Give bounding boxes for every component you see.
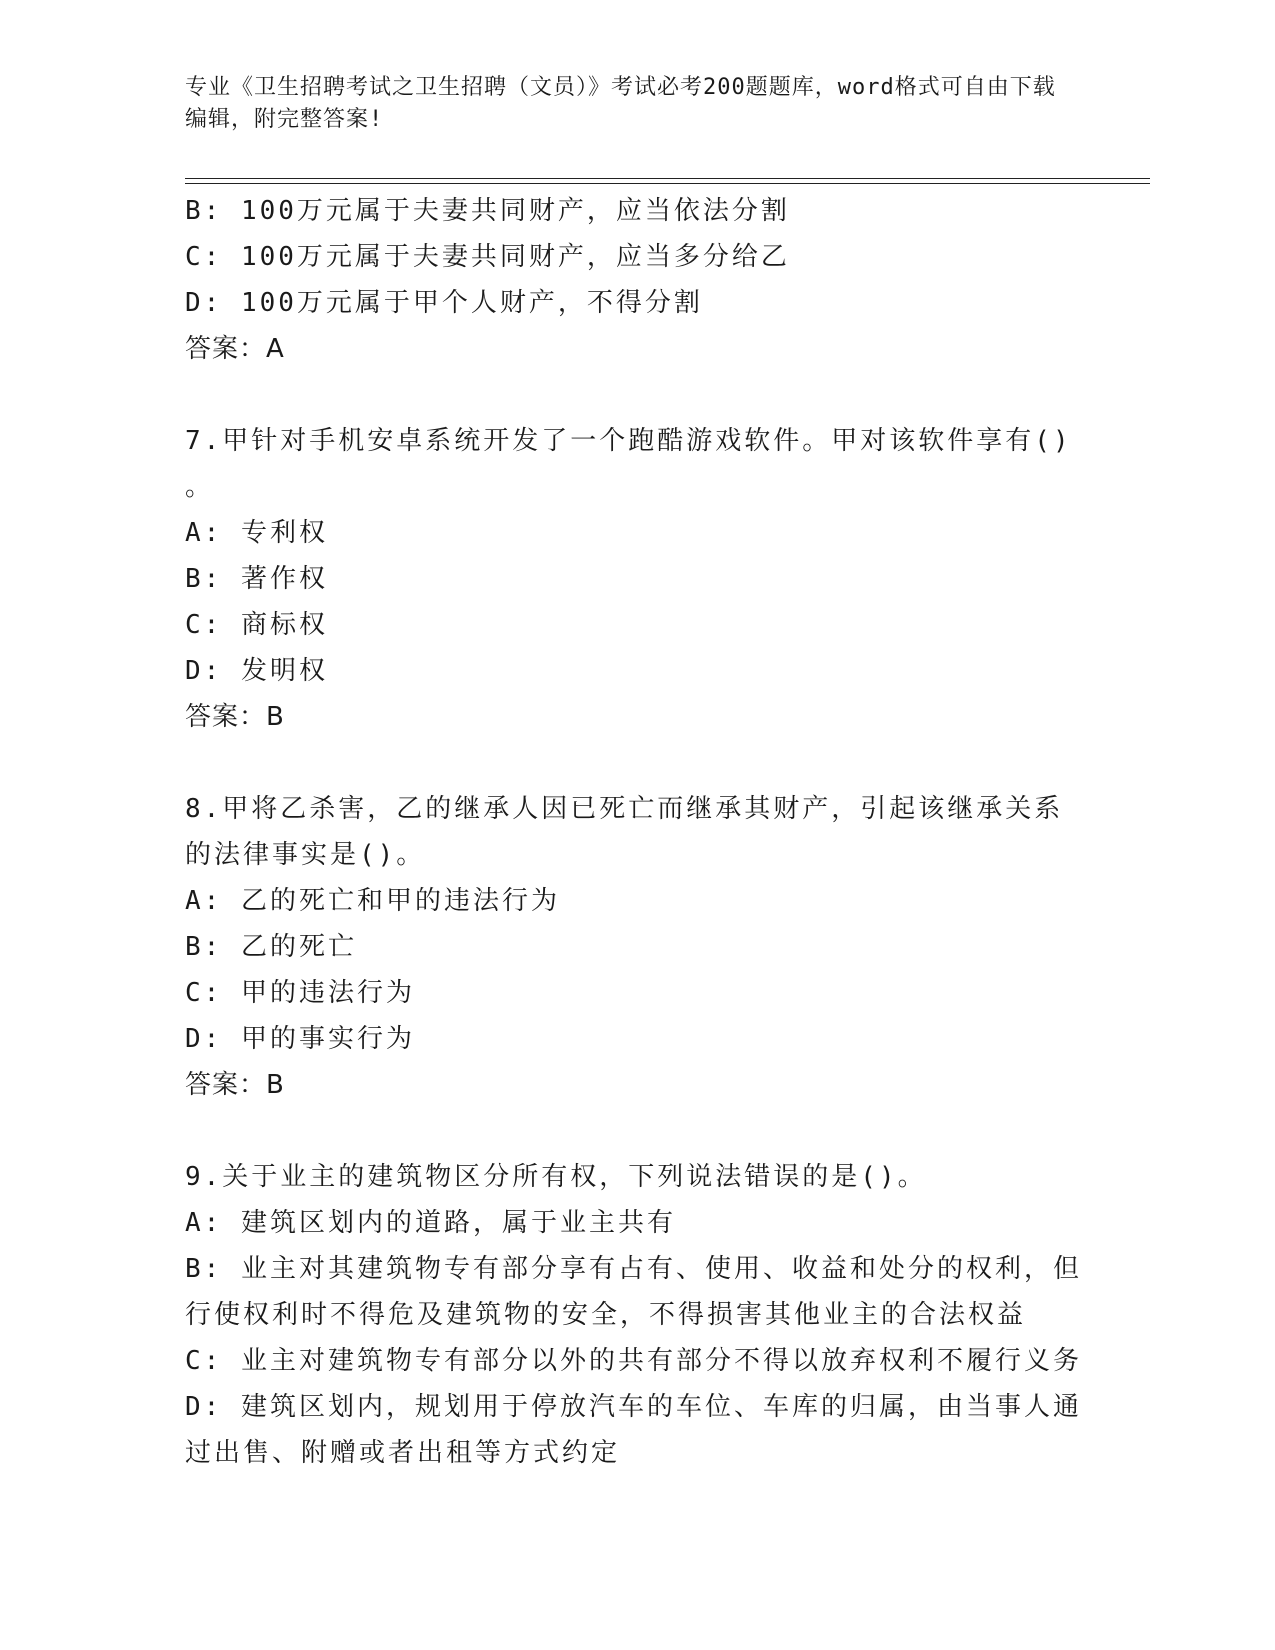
option-b: B: 业主对其建筑物专有部分享有占有、使用、收益和处分的权利，但 <box>185 1254 1082 1284</box>
question-text: 7.甲针对手机安卓系统开发了一个跑酷游戏软件。甲对该软件享有() <box>185 426 1072 456</box>
answer: 答案：B <box>185 1070 285 1100</box>
option-a: A: 乙的死亡和甲的违法行为 <box>185 886 560 916</box>
header-rule-top <box>185 178 1150 179</box>
question-text: 的法律事实是()。 <box>185 840 426 870</box>
option-c: C: 100万元属于夫妻共同财产，应当多分给乙 <box>185 242 790 272</box>
header-rule-bottom <box>185 183 1150 184</box>
option-d: D: 建筑区划内，规划用于停放汽车的车位、车库的归属，由当事人通 <box>185 1392 1082 1422</box>
question-text: 9.关于业主的建筑物区分所有权，下列说法错误的是()。 <box>185 1162 927 1192</box>
option-d: D: 发明权 <box>185 656 328 686</box>
answer: 答案：B <box>185 702 285 732</box>
document-header: 专业《卫生招聘考试之卫生招聘（文员）》考试必考200题题库，word格式可自由下载编辑，附完整答案! <box>185 75 1056 132</box>
option-d: D: 甲的事实行为 <box>185 1024 415 1054</box>
question-6-continued <box>185 188 1085 372</box>
question-text: 8.甲将乙杀害，乙的继承人因已死亡而继承其财产，引起该继承关系 <box>185 794 1064 824</box>
question-9 <box>185 1154 1085 1476</box>
question-text: 。 <box>185 472 215 502</box>
option-b-continued: 行使权利时不得危及建筑物的安全，不得损害其他业主的合法权益 <box>185 1300 1027 1330</box>
option-b: B: 100万元属于夫妻共同财产，应当依法分割 <box>185 196 790 226</box>
option-c: C: 甲的违法行为 <box>185 978 415 1008</box>
document-body <box>185 188 1085 1476</box>
option-d: D: 100万元属于甲个人财产，不得分割 <box>185 288 703 318</box>
option-b: B: 著作权 <box>185 564 328 594</box>
option-a: A: 专利权 <box>185 518 328 548</box>
question-7 <box>185 418 1085 740</box>
option-c: C: 业主对建筑物专有部分以外的共有部分不得以放弃权利不履行义务 <box>185 1346 1082 1376</box>
option-c: C: 商标权 <box>185 610 328 640</box>
question-8 <box>185 786 1085 1108</box>
answer: 答案：A <box>185 334 285 364</box>
option-d-continued: 过出售、附赠或者出租等方式约定 <box>185 1438 621 1468</box>
option-b: B: 乙的死亡 <box>185 932 357 962</box>
option-a: A: 建筑区划内的道路，属于业主共有 <box>185 1208 676 1238</box>
